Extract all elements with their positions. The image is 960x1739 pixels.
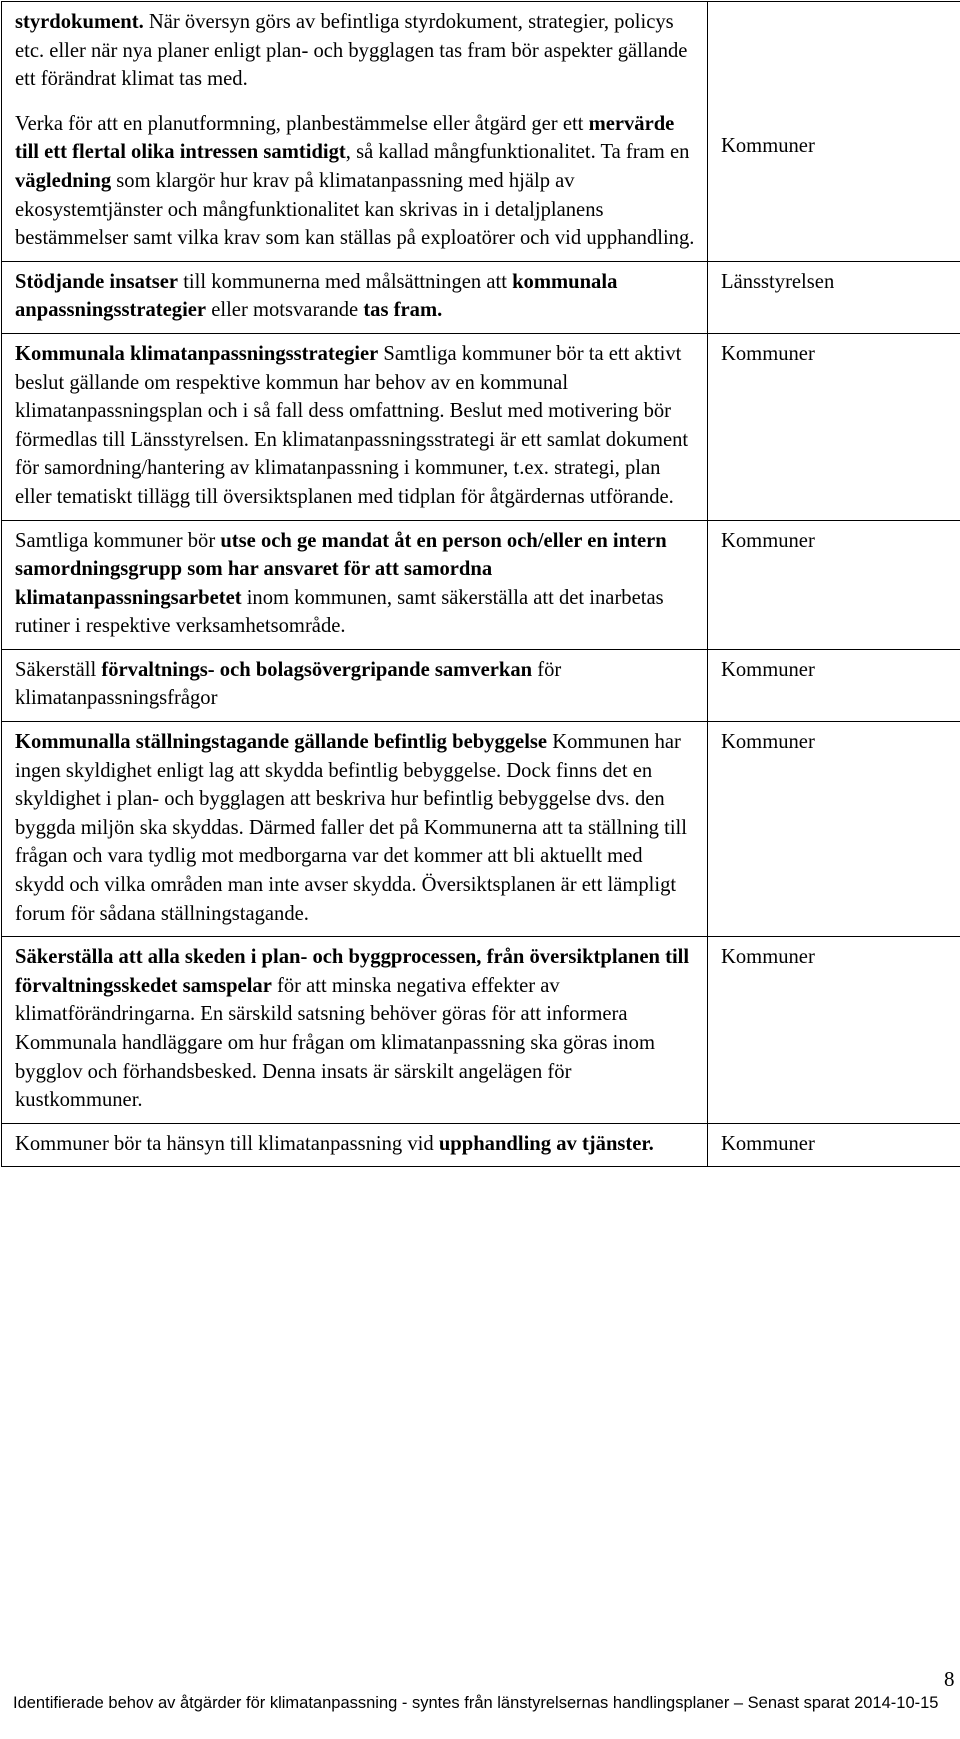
table-row bbox=[2, 333, 960, 520]
text-run: , så kallad mångfunktionalitet. Ta fram en bbox=[345, 141, 690, 164]
table-row bbox=[2, 520, 960, 649]
table-row bbox=[2, 649, 960, 721]
responsible-cell bbox=[708, 520, 960, 649]
text-run: mervärde till ett flertal olika intressen samtidigt bbox=[15, 112, 675, 164]
text-run: Samtliga kommuner bör bbox=[15, 529, 221, 552]
text-run: som klargör hur krav på klimatanpassning med hjälp av ekosystemtjänster och mångfunktionalitet kan skrivas in i detaljplanens bestämmelser samt vilka krav som kan ställas på exploatörer och vid upphandling. bbox=[15, 169, 695, 250]
text-run: Kommunala klimatanpassningsstrategier bbox=[15, 342, 379, 365]
text-run: Kommunen har ingen skyldighet enligt lag att skydda befintlig bebyggelse. Dock finns det en skyldighet i plan- och bygglagen att beskriva hur befintlig bebyggelse dvs. den byggda miljön ska skyddas. Därmed faller det på Kommunerna att ta ställning till frågan och vara tydlig mot medborgarna var det kommer att bli aktuellt med skydd och vilka områden man inte avser skydda. Översiktsplanen är ett lämpligt forum för sådana ställningstagande. bbox=[15, 731, 688, 925]
text-run: förvaltnings- och bolagsövergripande samverkan bbox=[101, 658, 533, 681]
responsible-label: Kommuner bbox=[721, 1132, 815, 1155]
table-row bbox=[2, 261, 960, 333]
text-run: för att minska negativa effekter av klimatförändringarna. En särskild satsning behöver göras för att informera Kommunala handläggare om hur frågan om klimatanpassning ska göras inom bygglov och förhandsbesked. Denna insats är särskilt angelägen för kustkommuner. bbox=[15, 974, 655, 1112]
measures-table bbox=[1, 1, 960, 1167]
text-run: till kommunerna med målsättningen att bbox=[178, 270, 513, 293]
text-run: Verka för att en planutformning, planbestämmelse eller åtgärd ger ett bbox=[15, 112, 589, 135]
measure-paragraph bbox=[15, 1130, 695, 1159]
text-run: tas fram. bbox=[363, 299, 443, 322]
text-run: Säkerställa att alla skeden i plan- och byggprocessen, från översiktplanen till förvaltningsskedet samspelar bbox=[15, 946, 690, 997]
measure-cell bbox=[2, 937, 708, 1124]
text-run: Stödjande insatser bbox=[15, 270, 179, 293]
page-number: 8 bbox=[944, 1667, 955, 1691]
text-run: Kommunalla ställningstagande gällande befintlig bebyggelse bbox=[15, 731, 548, 754]
measure-cell bbox=[2, 722, 708, 937]
text-run: inom kommunen, samt säkerställa att det inarbetas rutiner i respektive verksamhetsområde. bbox=[15, 586, 664, 638]
text-run: för klimatanpassningsfrågor bbox=[15, 658, 562, 710]
text-run: styrdokument. bbox=[15, 11, 144, 33]
responsible-label: Länsstyrelsen bbox=[721, 270, 835, 293]
responsible-cell bbox=[708, 1123, 960, 1167]
responsible-label: Kommuner bbox=[721, 946, 815, 969]
responsible-label: Kommuner bbox=[721, 731, 815, 754]
text-run: vägledning bbox=[15, 169, 112, 192]
table-row bbox=[2, 937, 960, 1124]
measure-paragraph bbox=[15, 340, 695, 512]
text-run: När översyn görs av befintliga styrdokument, strategier, policys etc. eller när nya planer enligt plan- och bygglagen tas fram bör aspekter gällande ett förändrat klimat tas med. bbox=[15, 11, 688, 91]
responsible-cell bbox=[708, 649, 960, 721]
text-run: utse och ge mandat åt en person och/eller en intern samordningsgrupp som har ansvaret för att samordna klimatanpassningsarbetet bbox=[15, 529, 667, 609]
measure-paragraph bbox=[15, 268, 695, 325]
table-row bbox=[2, 1123, 960, 1167]
measure-paragraph bbox=[15, 110, 695, 253]
responsible-label: Kommuner bbox=[721, 135, 815, 157]
measure-paragraph bbox=[15, 527, 695, 641]
responsible-label: Kommuner bbox=[721, 658, 815, 681]
measure-paragraph bbox=[15, 943, 695, 1115]
text-run: eller motsvarande bbox=[206, 299, 364, 322]
measure-cell bbox=[2, 649, 708, 721]
responsible-label: Kommuner bbox=[721, 529, 815, 552]
responsible-cell bbox=[708, 722, 960, 937]
text-run: upphandling av tjänster. bbox=[438, 1132, 654, 1155]
responsible-label: Kommuner bbox=[721, 342, 815, 365]
responsible-cell bbox=[708, 937, 960, 1124]
responsible-cell bbox=[708, 333, 960, 520]
table-row bbox=[2, 722, 960, 937]
text-run: Samtliga kommuner bör ta ett aktivt beslut gällande om respektive kommun har behov av en kommunal klimatanpassningsplan och i så fall dess omfattning. Beslut med motivering bör förmedlas till Länsstyrelsen. En klimatanpassningsstrategi är ett samlat dokument för samordning/hantering av klimatanpassning i kommuner, t.ex. strategi, plan eller tematiskt tillägg till översiktsplanen med tidplan för åtgärdernas utförande. bbox=[15, 342, 689, 508]
text-run: Säkerställ bbox=[15, 658, 102, 681]
measure-cell bbox=[2, 1123, 708, 1167]
table-row bbox=[2, 2, 960, 262]
measure-cell bbox=[2, 520, 708, 649]
responsible-cell bbox=[708, 2, 960, 262]
measure-cell bbox=[2, 2, 708, 262]
responsible-cell bbox=[708, 261, 960, 333]
measure-paragraph bbox=[15, 8, 695, 94]
text-run: kommunala anpassningsstrategier bbox=[15, 270, 618, 322]
text-run: Kommuner bör ta hänsyn till klimatanpassning vid bbox=[15, 1132, 439, 1155]
measure-paragraph bbox=[15, 656, 695, 713]
measure-cell bbox=[2, 261, 708, 333]
measure-cell bbox=[2, 333, 708, 520]
page-footer: Identifierade behov av åtgärder för klimatanpassning - syntes från länstyrelsernas handlingsplaner – Senast sparat 2014-10-15 bbox=[13, 1694, 939, 1712]
measure-paragraph bbox=[15, 728, 695, 928]
